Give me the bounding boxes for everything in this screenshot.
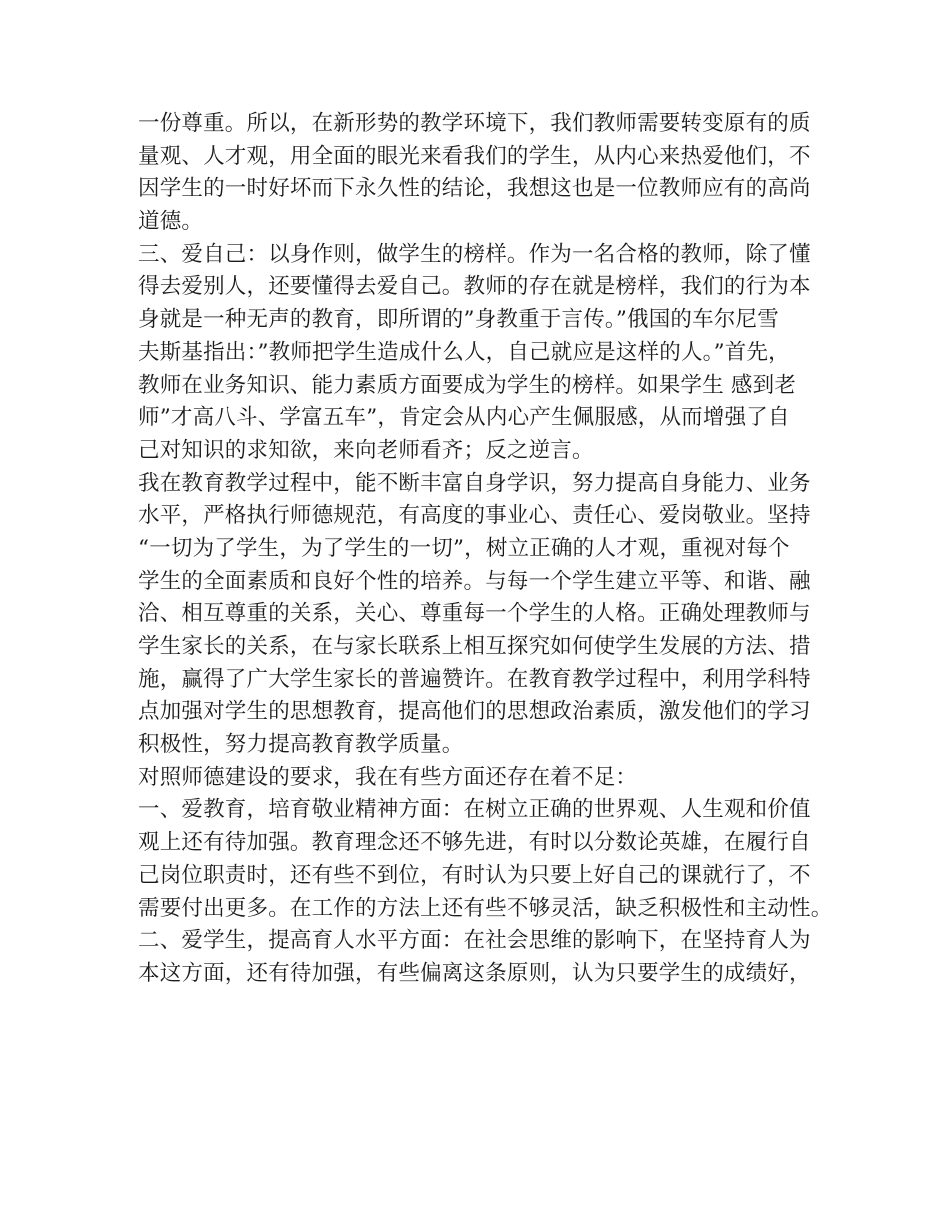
text-line: 对照师德建设的要求，我在有些方面还存在着不足： [138, 764, 638, 790]
text-line: 本这方面，还有待加强，有些偏离这条原则，认为只要学生的成绩好， [138, 960, 811, 986]
text-line: 我在教育教学过程中，能不断丰富自身学识，努力提高自身能力、业务 [138, 470, 811, 496]
text-line: 教师在业务知识、能力素质方面要成为学生的榜样。如果学生 感到老 [138, 372, 797, 398]
text-line: 施，赢得了广大学生家长的普遍赞许。在教育教学过程中，利用学科特 [138, 666, 811, 692]
text-line: 因学生的一时好坏而下永久性的结论，我想这也是一位教师应有的高尚 [138, 176, 811, 202]
text-line: 己对知识的求知欲，来向老师看齐；反之逆言。 [138, 437, 594, 463]
text-line: 观上还有待加强。教育理念还不够先进，有时以分数论英雄，在履行自 [138, 830, 811, 856]
text-line: 量观、人才观，用全面的眼光来看我们的学生，从内心来热爱他们，不 [138, 143, 811, 169]
text-line: 三、爱自己：以身作则，做学生的榜样。作为一名合格的教师，除了懂 [138, 241, 811, 267]
text-line: 得去爱别人，还要懂得去爱自己。教师的存在就是榜样，我们的行为本 [138, 274, 811, 300]
text-line: 夫斯基指出：”教师把学生造成什么人，自己就应是这样的人。”首先， [138, 339, 790, 365]
text-line: 学生家长的关系，在与家长联系上相互探究如何使学生发展的方法、措 [138, 634, 811, 659]
text-line: 洽、相互尊重的关系，关心、尊重每一个学生的人格。正确处理教师与 [138, 601, 811, 627]
text-line: 积极性，努力提高教育教学质量。 [138, 732, 464, 758]
text-line: 道德。 [138, 209, 204, 235]
text-line: 二、爱学生，提高育人水平方面：在社会思维的影响下，在坚持育人为 [138, 928, 811, 954]
text-line: 学生的全面素质和良好个性的培养。与每一个学生建立平等、和谐、融 [138, 568, 811, 594]
text-line: 点加强对学生的思想教育，提高他们的思想政治素质，激发他们的学习 [138, 699, 811, 725]
text-line: 一份尊重。所以，在新形势的教学环境下，我们教师需要转变原有的质 [138, 111, 811, 136]
text-line: “一切为了学生，为了学生的一切”，树立正确的人才观，重视对每个 [138, 535, 790, 561]
text-line: 师”才高八斗、学富五车”，肯定会从内心产生佩服感，从而增强了自 [138, 405, 790, 431]
text-line: 一、爱教育，培育敬业精神方面：在树立正确的世界观、人生观和价值 [138, 797, 811, 823]
text-line: 水平，严格执行师德规范，有高度的事业心、责任心、爱岗敬业。坚持 [138, 503, 811, 529]
text-line: 身就是一种无声的教育，即所谓的”身教重于言传。”俄国的车尔尼雪 [138, 307, 779, 333]
document-body [138, 108, 833, 991]
text-line: 己岗位职责时，还有些不到位，有时认为只要上好自己的课就行了，不 [138, 862, 811, 888]
text-line: 需要付出更多。在工作的方法上还有些不够灵活，缺乏积极性和主动性。 [138, 895, 833, 921]
